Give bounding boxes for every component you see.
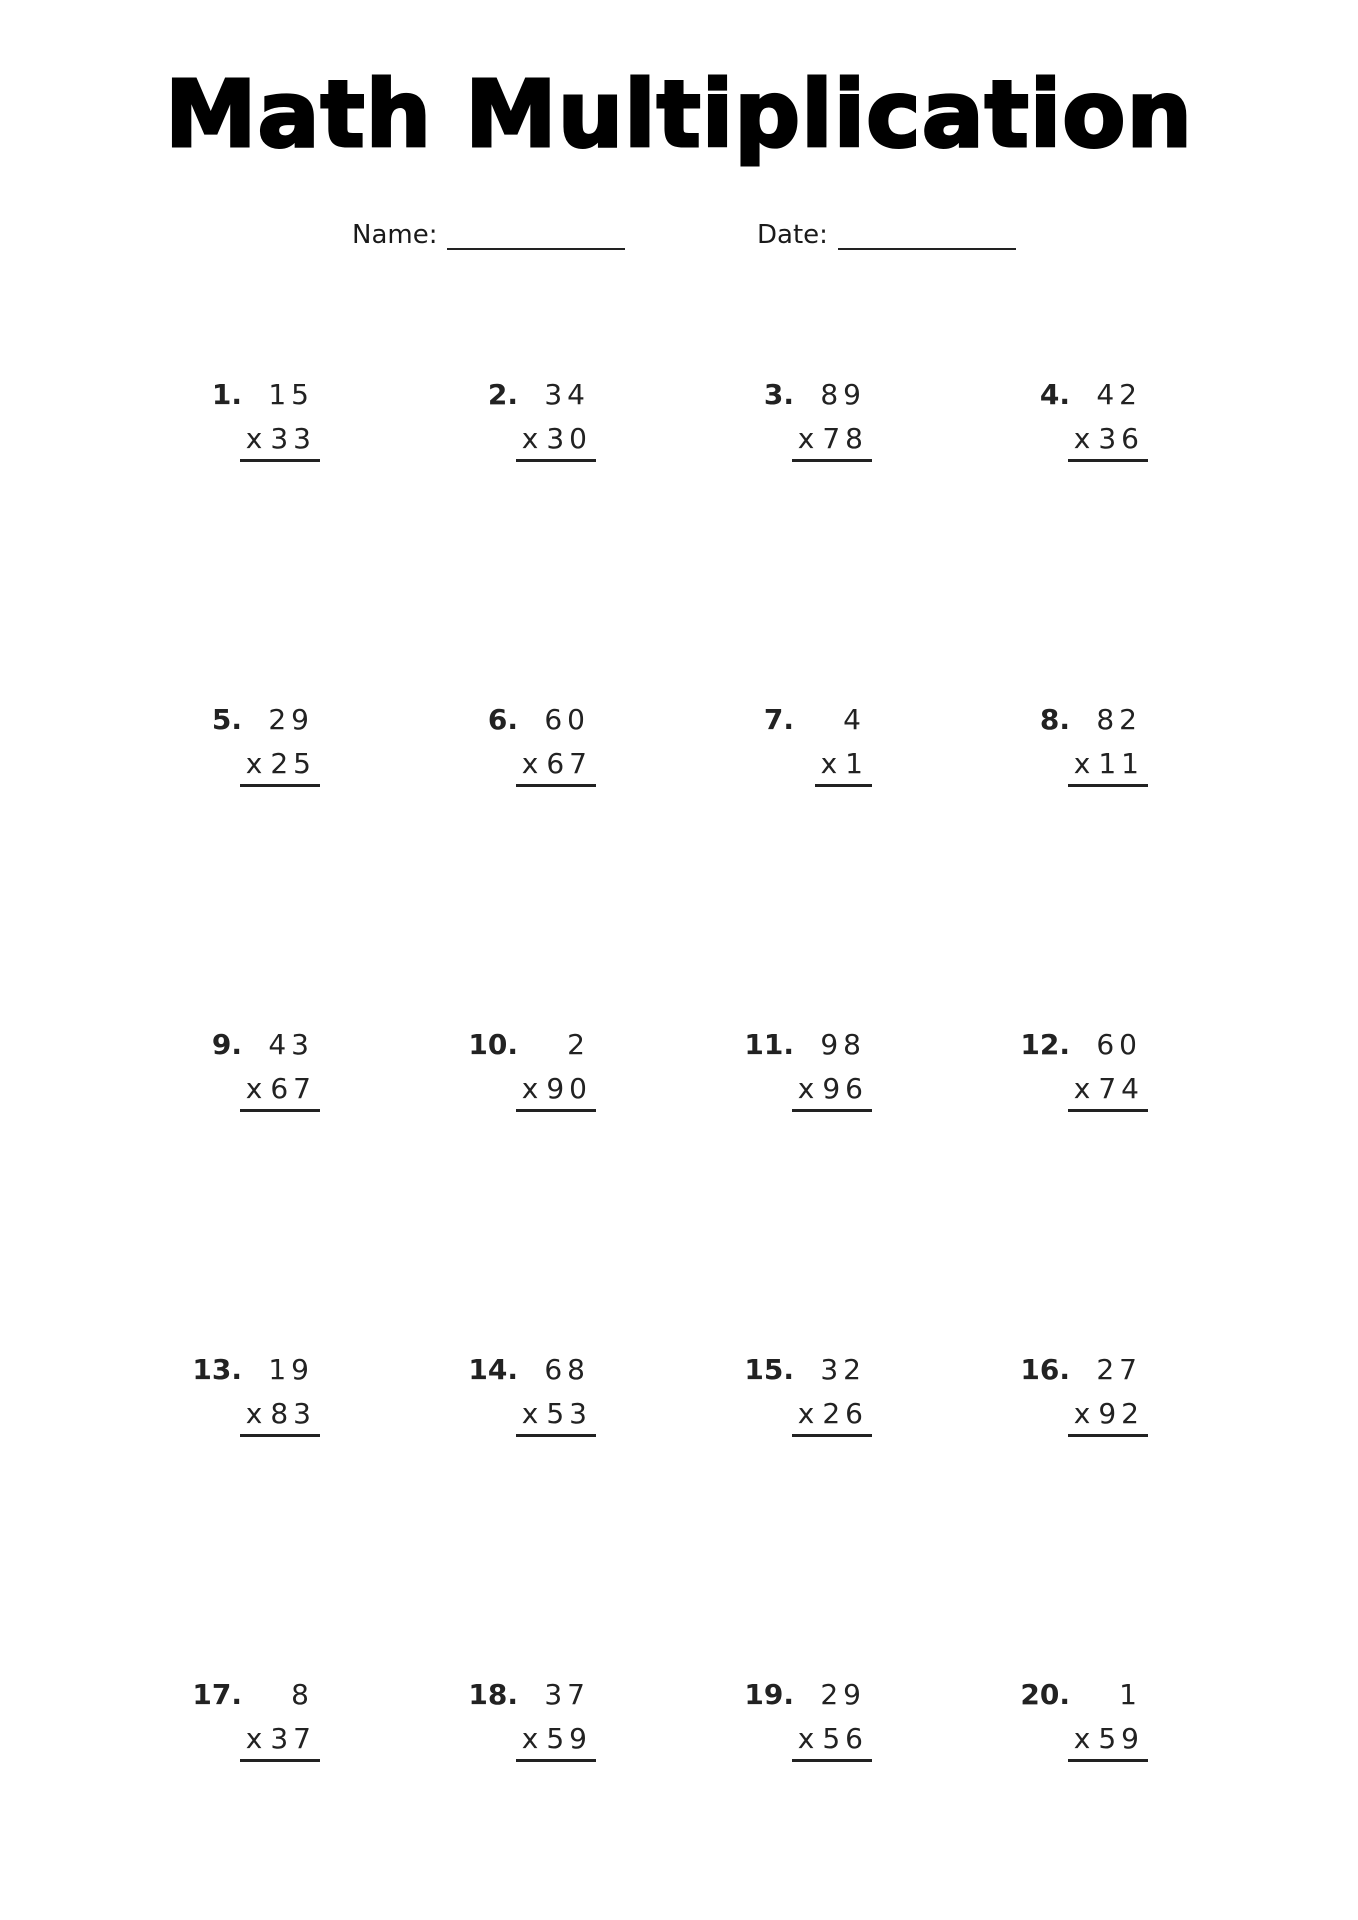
- multiplier-row: [240, 747, 320, 787]
- multiplier: 36: [1098, 422, 1144, 455]
- multiplicand: 4: [843, 703, 866, 736]
- multiplicand: 43: [268, 1028, 314, 1061]
- multiply-operator: x: [245, 1722, 263, 1755]
- multiplicand: 60: [544, 703, 590, 736]
- problem-14: [468, 1353, 612, 1443]
- multiply-operator: x: [820, 747, 838, 780]
- problem-number: 9.: [211, 1028, 242, 1061]
- multiplier-row: [792, 422, 872, 462]
- multiply-operator: x: [1073, 1722, 1091, 1755]
- multiplicand: 42: [1096, 378, 1142, 411]
- multiplier-row: [815, 747, 872, 787]
- problem-number: 6.: [487, 703, 518, 736]
- multiplier: 90: [546, 1072, 592, 1105]
- multiplicand: 27: [1096, 1353, 1142, 1386]
- problem-10: [468, 1028, 612, 1118]
- multiplier-row: [516, 747, 596, 787]
- multiply-operator: x: [521, 1397, 539, 1430]
- problem-15: [744, 1353, 888, 1443]
- multiplier: 74: [1098, 1072, 1144, 1105]
- multiply-operator: x: [245, 1072, 263, 1105]
- multiplier-row: [240, 1397, 320, 1437]
- multiplier: 53: [546, 1397, 592, 1430]
- problem-4: [1024, 378, 1164, 468]
- problem-number: 18.: [468, 1678, 518, 1711]
- date-field: [757, 220, 1016, 250]
- problem-7: [748, 703, 888, 793]
- multiply-operator: x: [245, 747, 263, 780]
- problem-1: [196, 378, 336, 468]
- multiplier: 67: [270, 1072, 316, 1105]
- multiplicand: 2: [567, 1028, 590, 1061]
- problem-18: [468, 1678, 612, 1768]
- problem-number: 7.: [763, 703, 794, 736]
- problem-number: 2.: [487, 378, 518, 411]
- multiply-operator: x: [1073, 747, 1091, 780]
- multiply-operator: x: [521, 422, 539, 455]
- problem-17: [192, 1678, 336, 1768]
- name-field: [352, 220, 625, 250]
- date-label: Date:: [757, 220, 828, 250]
- problem-2: [472, 378, 612, 468]
- problem-20: [1020, 1678, 1164, 1768]
- multiplier-row: [792, 1397, 872, 1437]
- problem-number: 5.: [211, 703, 242, 736]
- multiply-operator: x: [797, 1072, 815, 1105]
- problem-16: [1020, 1353, 1164, 1443]
- name-label: Name:: [352, 220, 438, 250]
- multiply-operator: x: [1073, 1072, 1091, 1105]
- multiply-operator: x: [521, 747, 539, 780]
- multiplicand: 15: [268, 378, 314, 411]
- multiplier: 92: [1098, 1397, 1144, 1430]
- problem-number: 19.: [744, 1678, 794, 1711]
- multiply-operator: x: [1073, 1397, 1091, 1430]
- multiplicand: 34: [544, 378, 590, 411]
- problem-number: 17.: [192, 1678, 242, 1711]
- problem-13: [192, 1353, 336, 1443]
- problem-number: 16.: [1020, 1353, 1070, 1386]
- multiplier-row: [516, 1397, 596, 1437]
- multiplier-row: [1068, 1397, 1148, 1437]
- problem-3: [748, 378, 888, 468]
- multiplier-row: [240, 422, 320, 462]
- multiplicand: 89: [820, 378, 866, 411]
- problem-5: [196, 703, 336, 793]
- multiplier-row: [240, 1072, 320, 1112]
- multiplier-row: [1068, 422, 1148, 462]
- multiplier-row: [792, 1722, 872, 1762]
- multiplier: 96: [822, 1072, 868, 1105]
- problem-12: [1020, 1028, 1164, 1118]
- problem-number: 4.: [1039, 378, 1070, 411]
- multiply-operator: x: [521, 1072, 539, 1105]
- problem-number: 14.: [468, 1353, 518, 1386]
- multiplicand: 60: [1096, 1028, 1142, 1061]
- problem-number: 20.: [1020, 1678, 1070, 1711]
- problem-number: 8.: [1039, 703, 1070, 736]
- multiplier-row: [240, 1722, 320, 1762]
- multiplicand: 82: [1096, 703, 1142, 736]
- multiplier: 59: [546, 1722, 592, 1755]
- problem-9: [196, 1028, 336, 1118]
- name-blank-line[interactable]: [447, 220, 625, 250]
- problem-number: 15.: [744, 1353, 794, 1386]
- multiplicand: 37: [544, 1678, 590, 1711]
- problem-number: 13.: [192, 1353, 242, 1386]
- multiplier-row: [516, 422, 596, 462]
- problem-number: 11.: [744, 1028, 794, 1061]
- multiplier-row: [516, 1072, 596, 1112]
- multiplicand: 8: [291, 1678, 314, 1711]
- multiplier-row: [516, 1722, 596, 1762]
- problem-number: 3.: [763, 378, 794, 411]
- multiplier-row: [1068, 1072, 1148, 1112]
- problem-19: [744, 1678, 888, 1768]
- multiplicand: 29: [820, 1678, 866, 1711]
- multiplicand: 68: [544, 1353, 590, 1386]
- multiplicand: 1: [1119, 1678, 1142, 1711]
- multiply-operator: x: [797, 1722, 815, 1755]
- multiplier: 59: [1098, 1722, 1144, 1755]
- date-blank-line[interactable]: [838, 220, 1016, 250]
- multiplier: 33: [270, 422, 316, 455]
- multiplicand: 29: [268, 703, 314, 736]
- multiplicand: 19: [268, 1353, 314, 1386]
- multiplier: 67: [546, 747, 592, 780]
- problem-11: [744, 1028, 888, 1118]
- multiply-operator: x: [1073, 422, 1091, 455]
- problem-number: 12.: [1020, 1028, 1070, 1061]
- page-title: Math Multiplication: [165, 61, 1193, 168]
- multiplier: 78: [822, 422, 868, 455]
- problem-6: [472, 703, 612, 793]
- multiply-operator: x: [245, 422, 263, 455]
- multiplier-row: [792, 1072, 872, 1112]
- multiply-operator: x: [521, 1722, 539, 1755]
- multiplier: 11: [1098, 747, 1144, 780]
- multiplier: 37: [270, 1722, 316, 1755]
- multiplicand: 98: [820, 1028, 866, 1061]
- multiplier: 26: [822, 1397, 868, 1430]
- multiplier: 83: [270, 1397, 316, 1430]
- multiply-operator: x: [797, 422, 815, 455]
- problem-number: 1.: [211, 378, 242, 411]
- multiply-operator: x: [797, 1397, 815, 1430]
- multiplicand: 32: [820, 1353, 866, 1386]
- multiplier: 25: [270, 747, 316, 780]
- problem-8: [1024, 703, 1164, 793]
- multiplier: 56: [822, 1722, 868, 1755]
- multiplier-row: [1068, 747, 1148, 787]
- multiplier-row: [1068, 1722, 1148, 1762]
- multiplier: 30: [546, 422, 592, 455]
- multiplier: 1: [845, 747, 868, 780]
- problem-number: 10.: [468, 1028, 518, 1061]
- multiply-operator: x: [245, 1397, 263, 1430]
